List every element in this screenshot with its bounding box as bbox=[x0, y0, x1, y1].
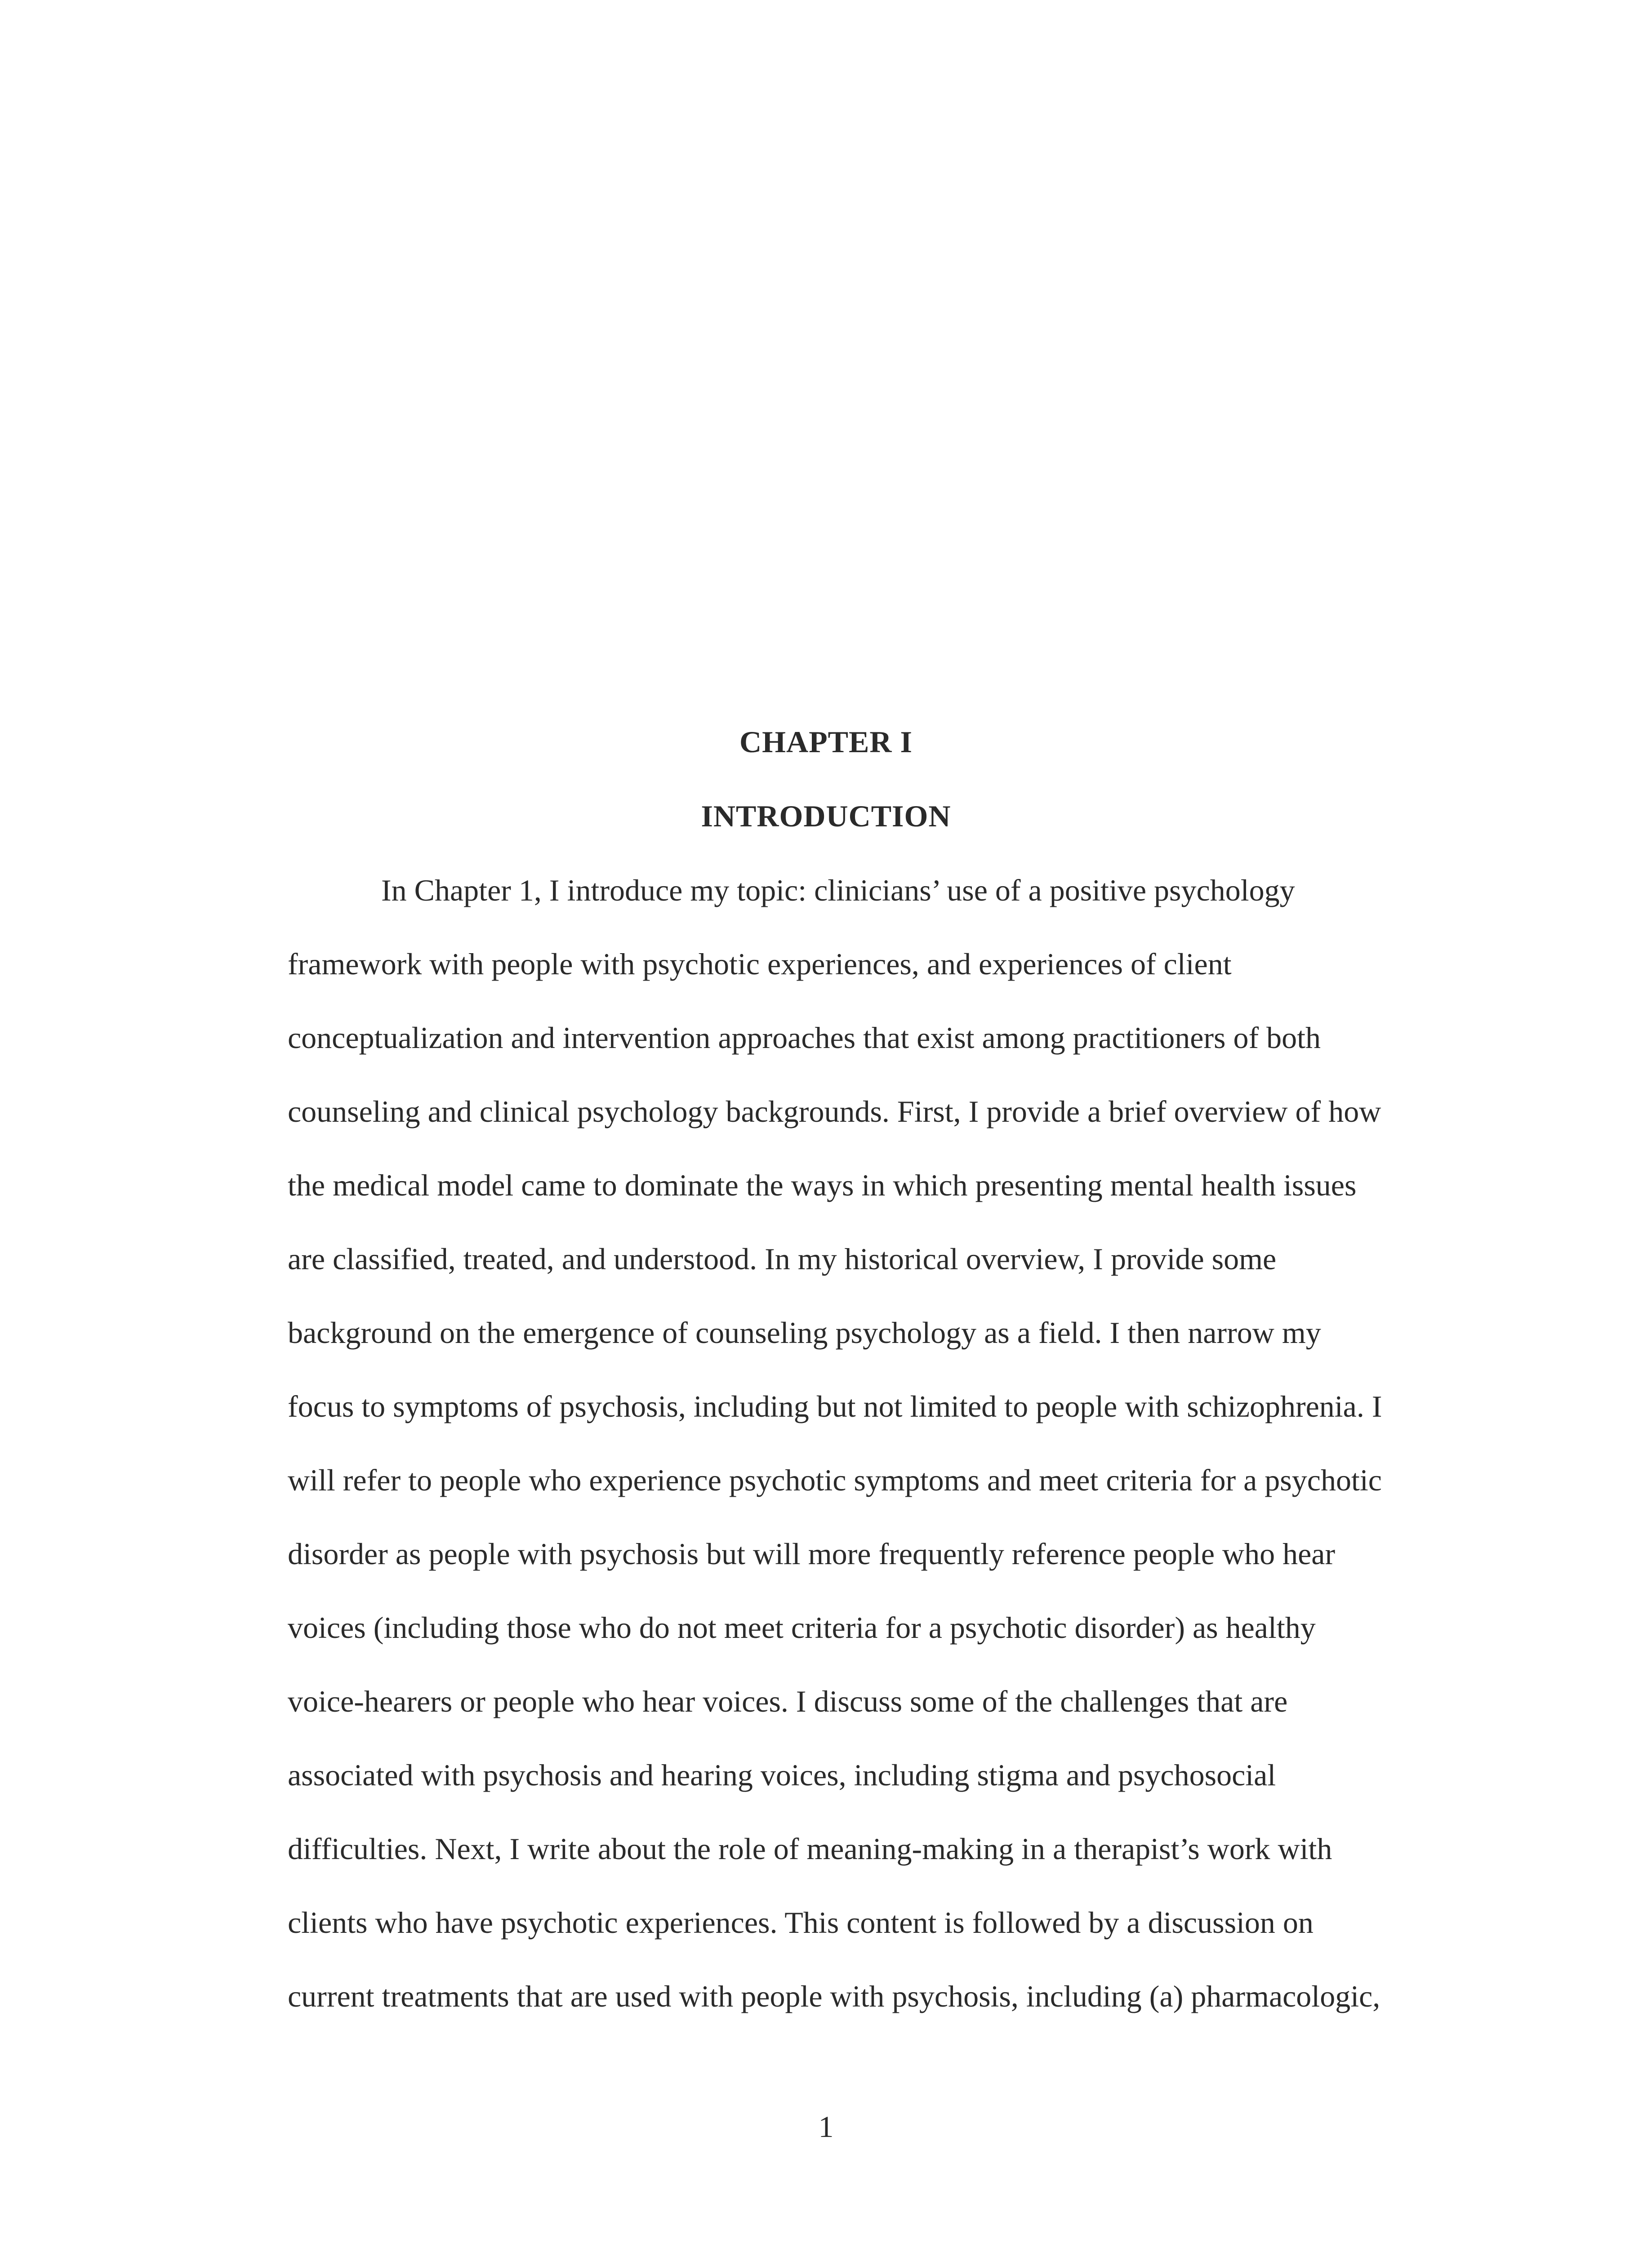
body-line: difficulties. Next, I write about the role of meaning-making in a therapist’s work with bbox=[288, 1832, 1332, 1866]
body-line: will refer to people who experience psychotic symptoms and meet criteria for a psychotic bbox=[288, 1463, 1382, 1497]
chapter-title: INTRODUCTION bbox=[701, 799, 951, 833]
body-line: framework with people with psychotic experiences, and experiences of client bbox=[288, 947, 1232, 981]
body-line: counseling and clinical psychology backgrounds. First, I provide a brief overview of how bbox=[288, 1094, 1381, 1128]
page-number: 1 bbox=[818, 2110, 834, 2144]
chapter-label: CHAPTER I bbox=[739, 725, 913, 759]
body-line: focus to symptoms of psychosis, including but not limited to people with schizophrenia. I bbox=[288, 1389, 1382, 1423]
body-line: voice-hearers or people who hear voices. I discuss some of the challenges that are bbox=[288, 1684, 1288, 1718]
body-line: In Chapter 1, I introduce my topic: clinicians’ use of a positive psychology bbox=[381, 873, 1295, 907]
body-line: are classified, treated, and understood. In my historical overview, I provide some bbox=[288, 1242, 1277, 1276]
body-line: associated with psychosis and hearing voices, including stigma and psychosocial bbox=[288, 1758, 1276, 1792]
body-line: the medical model came to dominate the ways in which presenting mental health issues bbox=[288, 1168, 1357, 1202]
body-line: current treatments that are used with people with psychosis, including (a) pharmacologic, bbox=[288, 1979, 1380, 2013]
body-line: disorder as people with psychosis but will more frequently reference people who hear bbox=[288, 1537, 1336, 1571]
body-line: background on the emergence of counseling psychology as a field. I then narrow my bbox=[288, 1316, 1321, 1350]
body-line: conceptualization and intervention approaches that exist among practitioners of both bbox=[288, 1021, 1321, 1055]
body-line: clients who have psychotic experiences. This content is followed by a discussion on bbox=[288, 1905, 1314, 1940]
body-line: voices (including those who do not meet criteria for a psychotic disorder) as healthy bbox=[288, 1610, 1316, 1645]
